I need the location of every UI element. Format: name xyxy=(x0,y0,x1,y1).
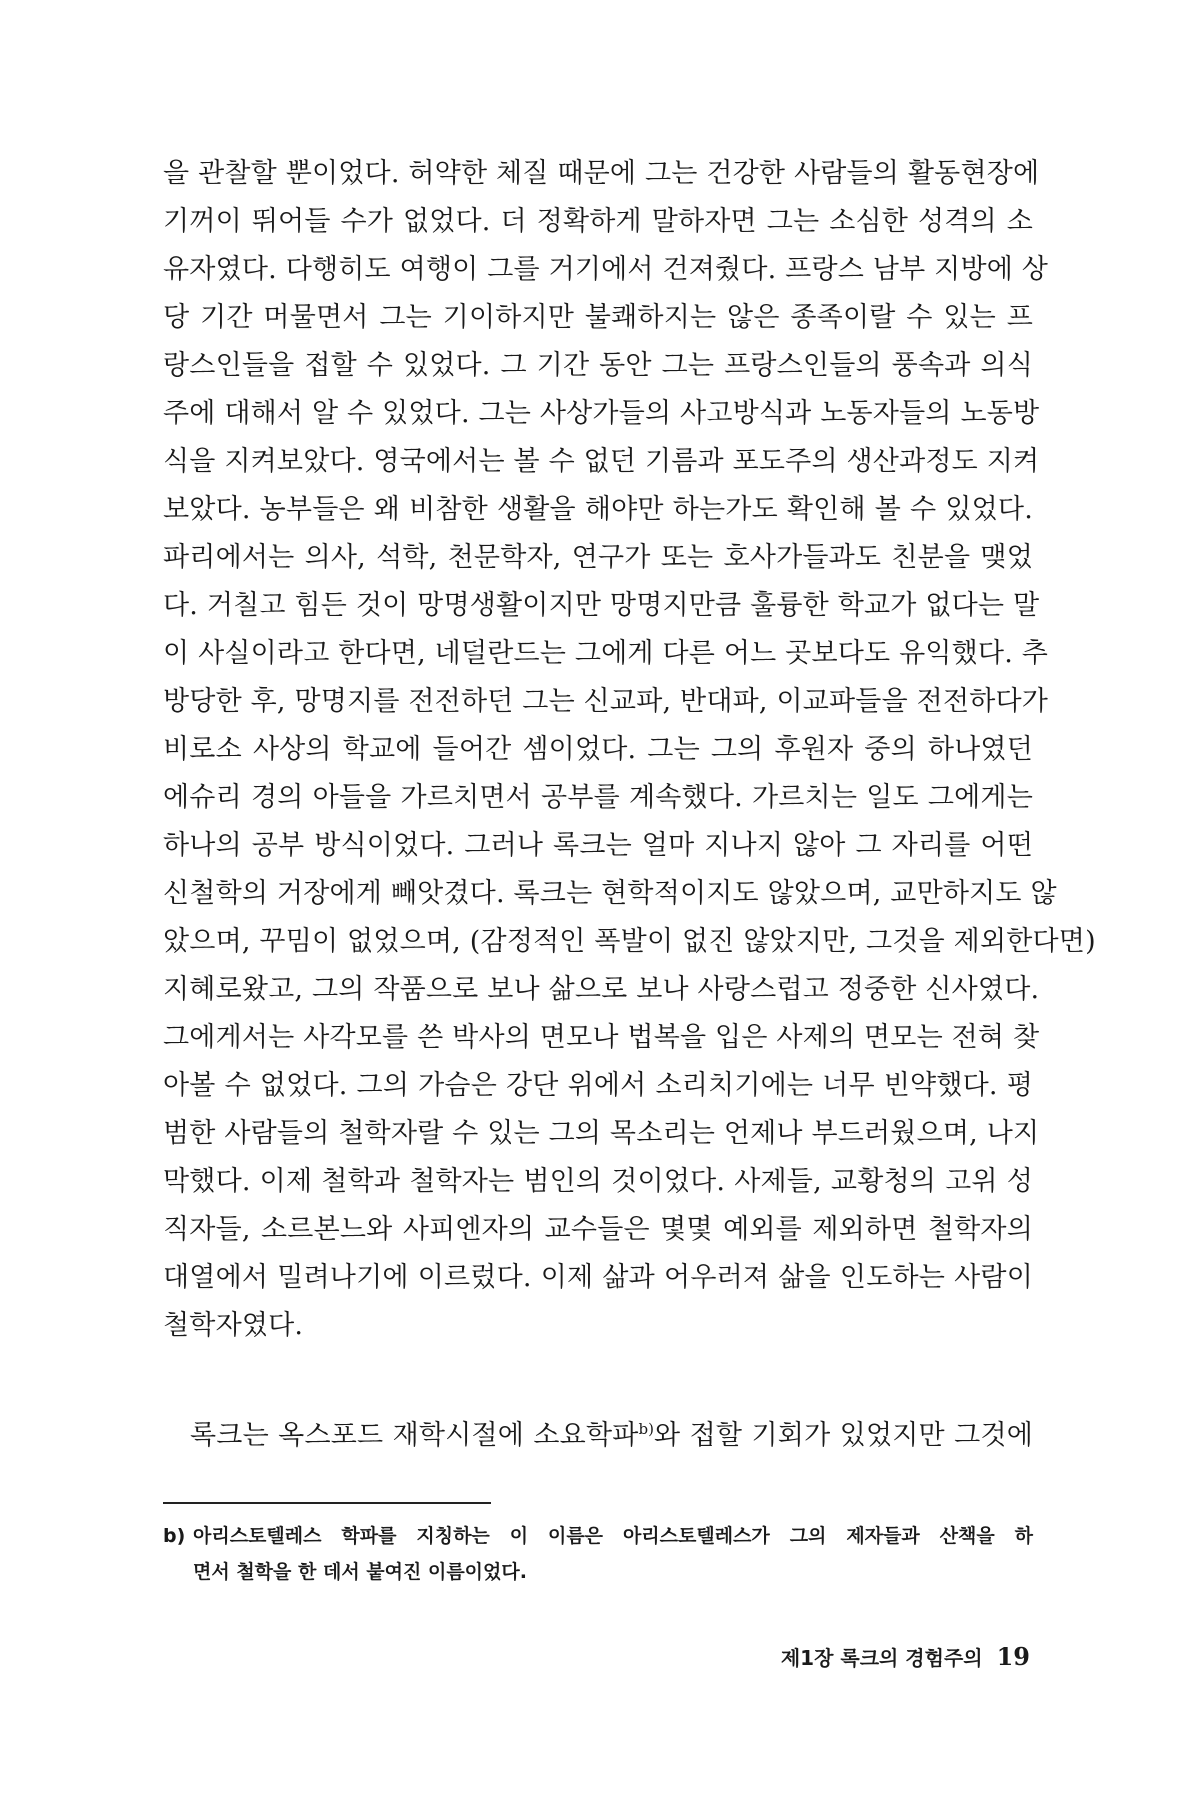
text-line: 보았다. 농부들은 왜 비참한 생활을 해야만 하는가도 확인해 볼 수 있었다. xyxy=(163,494,1033,525)
text-line: 지혜로왔고, 그의 작품으로 보나 삶으로 보나 사랑스럽고 정중한 신사였다. xyxy=(163,974,1040,1005)
text-line: 비로소 사상의 학교에 들어간 셈이었다. 그는 그의 후원자 중의 하나였던 xyxy=(163,734,1033,765)
text-line: 식을 지켜보았다. 영국에서는 볼 수 없던 기름과 포도주의 생산과정도 지켜 xyxy=(163,446,1040,477)
text-line: 에슈리 경의 아들을 가르치면서 공부를 계속했다. 가르치는 일도 그에게는 xyxy=(163,782,1033,813)
text-line: 기꺼이 뛰어들 수가 없었다. 더 정확하게 말하자면 그는 소심한 성격의 소 xyxy=(163,206,1033,237)
footnote-divider xyxy=(163,1502,491,1504)
text-line: 이 사실이라고 한다면, 네덜란드는 그에게 다른 어느 곳보다도 유익했다. 추 xyxy=(163,638,1049,669)
paragraph-1 xyxy=(163,150,1096,1350)
chapter-title: 제1장 록크의 경험주의 xyxy=(780,1646,983,1670)
page-number: 19 xyxy=(996,1642,1030,1671)
text-line: 유자였다. 다행히도 여행이 그를 거기에서 건져줬다. 프랑스 남부 지방에 상 xyxy=(163,254,1049,285)
text-line: 을 관찰할 뿐이었다. 허약한 체질 때문에 그는 건강한 사람들의 활동현장에 xyxy=(163,158,1040,189)
footnote-line xyxy=(163,1518,1033,1554)
text-line: 철학자였다. xyxy=(163,1310,304,1341)
text-line: 신철학의 거장에게 빼앗겼다. 록크는 현학적이지도 않았으며, 교만하지도 않 xyxy=(163,878,1057,909)
text-line: 아볼 수 없었다. 그의 가슴은 강단 위에서 소리치기에는 너무 빈약했다. 평 xyxy=(163,1070,1033,1101)
footnote-marker: b) xyxy=(163,1525,186,1547)
text-line: 다. 거칠고 힘든 것이 망명생활이지만 망명지만큼 훌륭한 학교가 없다는 말 xyxy=(163,590,1040,621)
footnote-text: 아리스토텔레스 학파를 지칭하는 이 이름은 아리스토텔레스가 그의 제자들과 산책을 하 xyxy=(193,1525,1033,1547)
text-line xyxy=(190,1405,1033,1453)
text-line: 랑스인들을 접할 수 있었다. 그 기간 동안 그는 프랑스인들의 풍속과 의식 xyxy=(163,350,1033,381)
text-line: 직자들, 소르본느와 사피엔자의 교수들은 몇몇 예외를 제외하면 철학자의 xyxy=(163,1214,1033,1245)
text-line: 당 기간 머물면서 그는 기이하지만 불쾌하지는 않은 종족이랄 수 있는 프 xyxy=(163,302,1033,333)
text-line: 범한 사람들의 철학자랄 수 있는 그의 목소리는 언제나 부드러웠으며, 나지 xyxy=(163,1118,1040,1149)
text-line: 았으며, 꾸밈이 없었으며, (감정적인 폭발이 없진 않았지만, 그것을 제외한다면) xyxy=(163,926,1096,957)
paragraph-2-text-start: 록크는 옥스포드 재학시절에 소요학파 xyxy=(190,1420,639,1451)
text-line: 하나의 공부 방식이었다. 그러나 록크는 얼마 지나지 않아 그 자리를 어떤 xyxy=(163,830,1033,861)
footnote xyxy=(163,1518,1033,1590)
text-line: 그에게서는 사각모를 쓴 박사의 면모나 법복을 입은 사제의 면모는 전혀 찾 xyxy=(163,1022,1040,1053)
paragraph-2-text-end: 와 접할 기회가 있었지만 그것에 xyxy=(654,1420,1034,1451)
paragraph-2 xyxy=(190,1405,1033,1453)
footnote-reference: b) xyxy=(638,1420,654,1438)
running-footer xyxy=(730,1642,1030,1673)
text-line: 방당한 후, 망명지를 전전하던 그는 신교파, 반대파, 이교파들을 전전하다가 xyxy=(163,686,1049,717)
text-line: 막했다. 이제 철학과 철학자는 범인의 것이었다. 사제들, 교황청의 고위 성 xyxy=(163,1166,1033,1197)
text-line: 대열에서 밀려나기에 이르렀다. 이제 삶과 어우러져 삶을 인도하는 사람이 xyxy=(163,1262,1033,1293)
text-line: 파리에서는 의사, 석학, 천문학자, 연구가 또는 호사가들과도 친분을 맺었 xyxy=(163,542,1033,573)
footnote-line: 면서 철학을 한 데서 붙여진 이름이었다. xyxy=(193,1561,527,1583)
text-line: 주에 대해서 알 수 있었다. 그는 사상가들의 사고방식과 노동자들의 노동방 xyxy=(163,398,1040,429)
